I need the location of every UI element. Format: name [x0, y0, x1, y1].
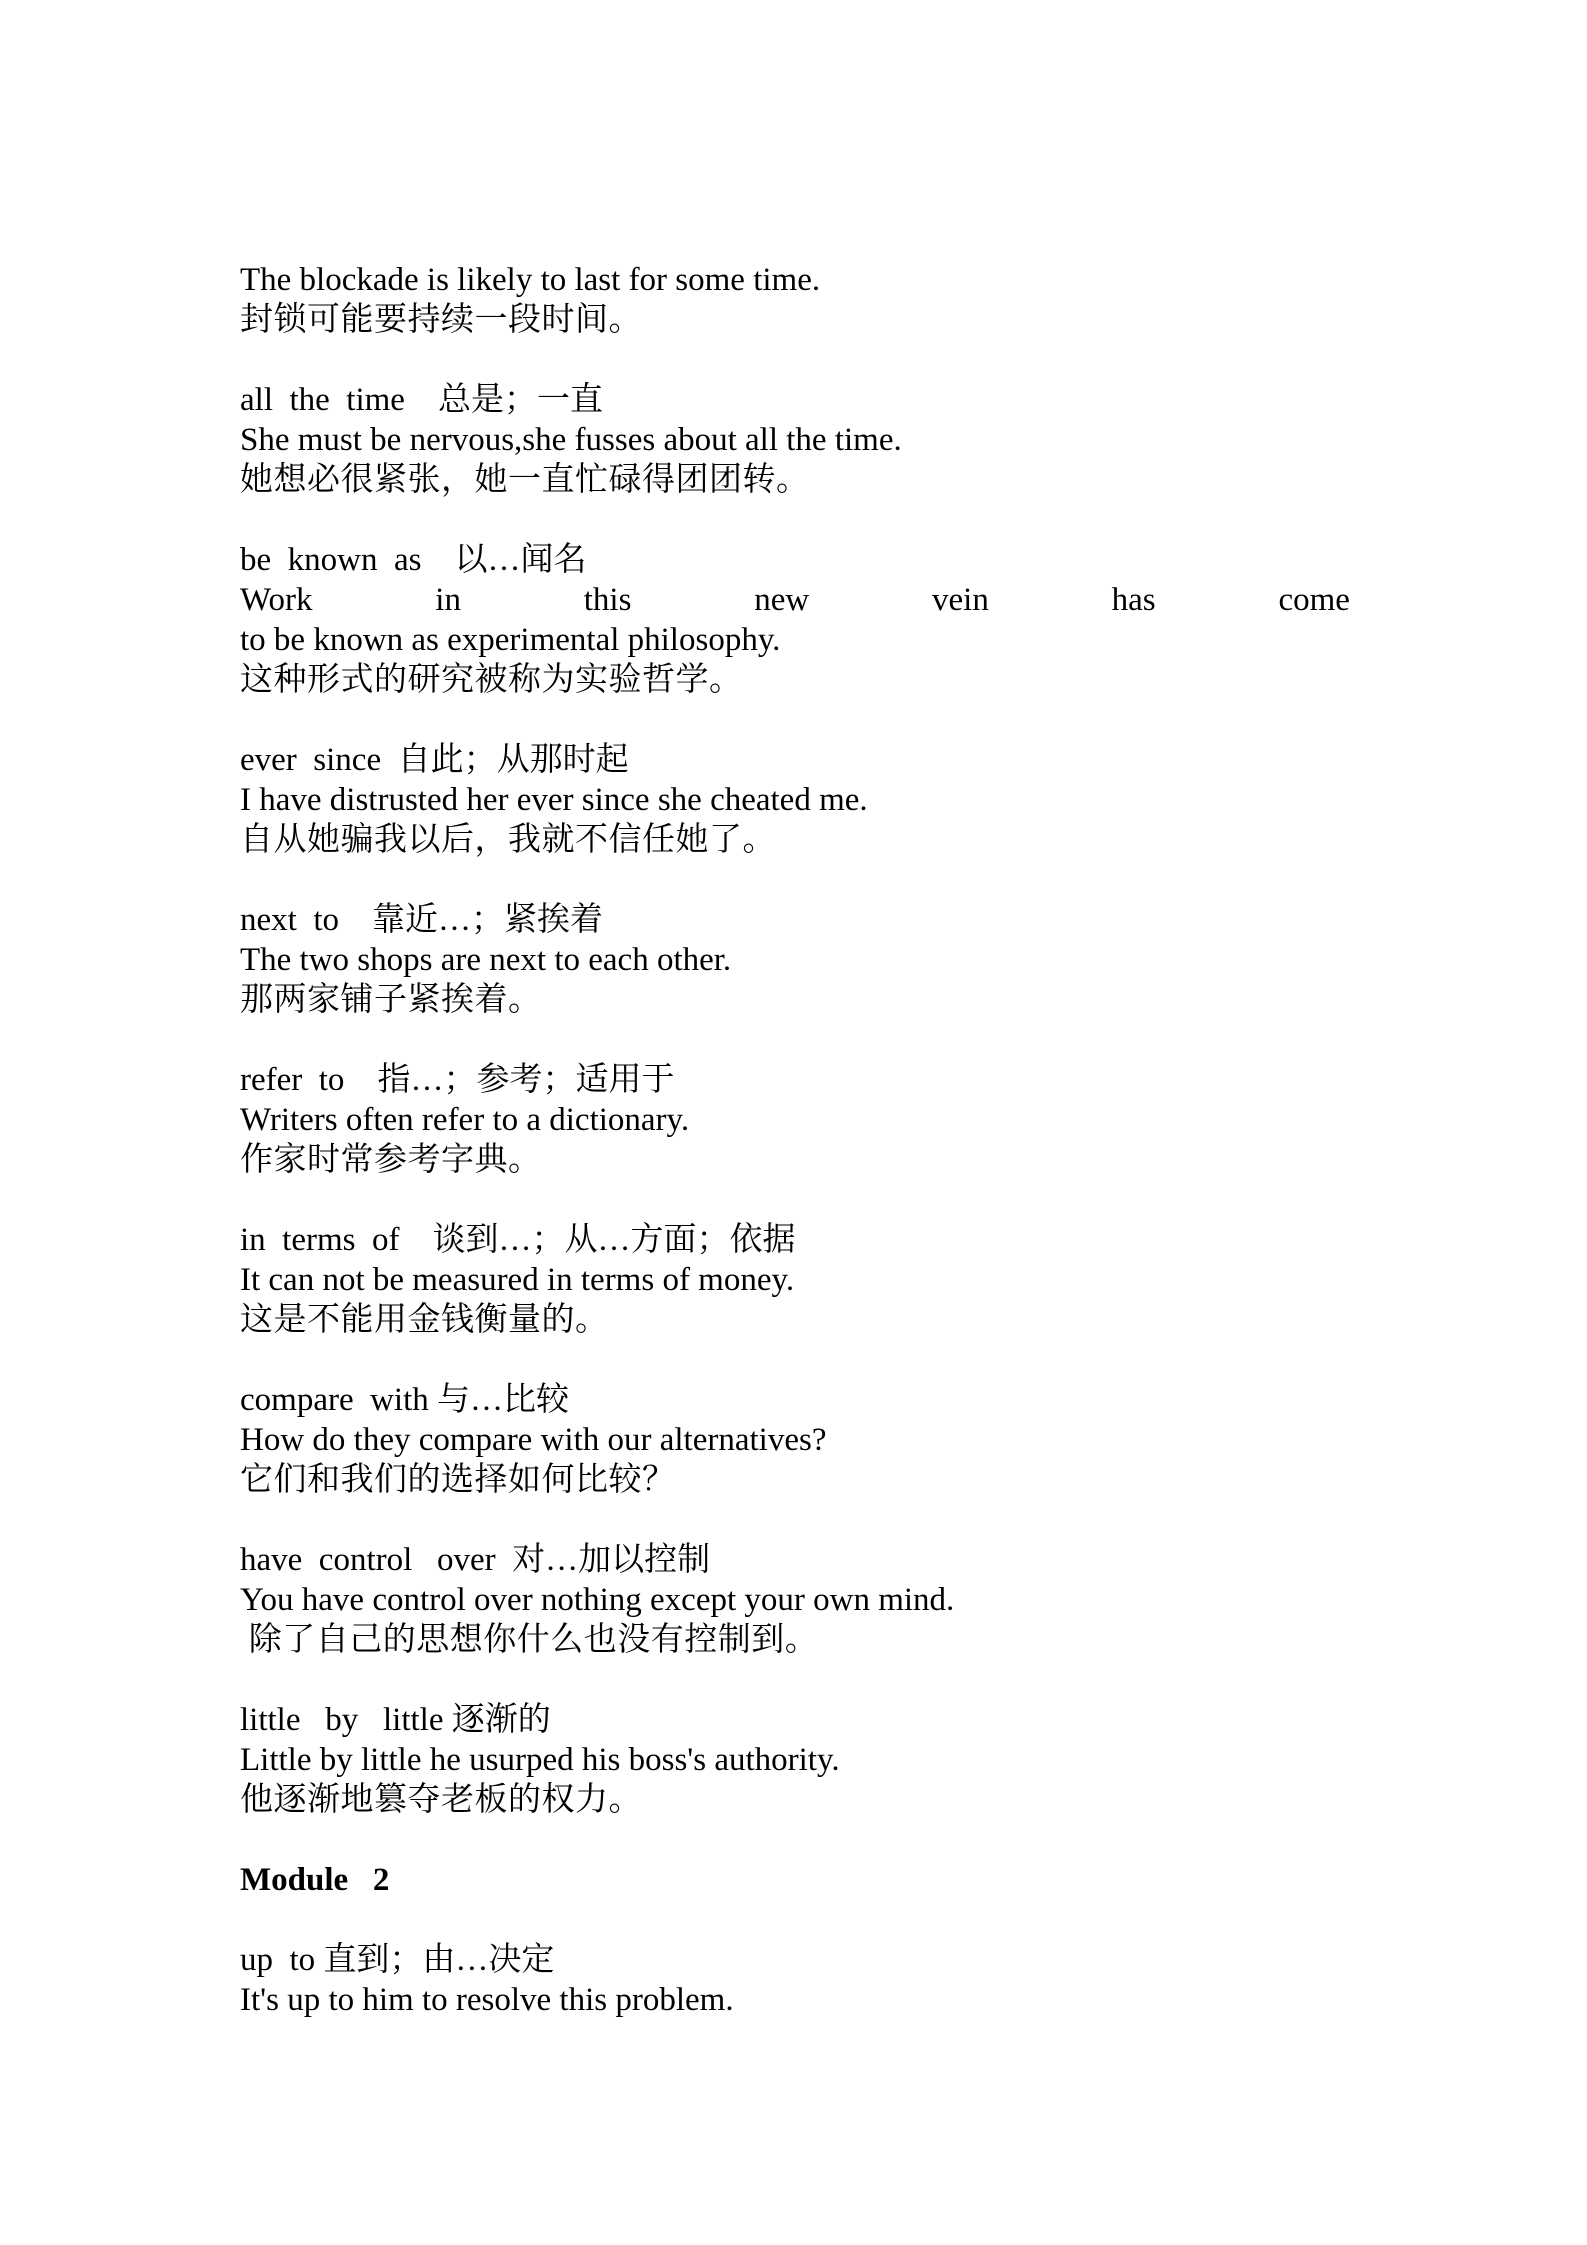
example-word: new [754, 582, 810, 618]
phrase-term: little by little [240, 1702, 452, 1738]
example-sentence: Little by little he usurped his boss's authority. [240, 1742, 840, 1778]
phrase-line [240, 1060, 1350, 1100]
phrase-term: all the time [240, 382, 422, 418]
phrase-line [240, 1940, 1350, 1980]
phrase-gloss: 总是；一直 [421, 382, 603, 418]
example-sentence: You have control over nothing except your own mind. [240, 1582, 955, 1618]
example-word: has [1111, 582, 1156, 618]
translation: 除了自己的思想你什么也没有控制到。 [240, 1622, 819, 1658]
phrase-term: refer to [240, 1062, 361, 1098]
section-heading: Module 2 [240, 1862, 390, 1898]
example-sentence: The two shops are next to each other. [240, 942, 732, 978]
phrase-gloss: 靠近…；紧挨着 [355, 902, 603, 938]
example-sentence: I have distrusted her ever since she cheated me. [240, 782, 868, 818]
phrase-term: up to [240, 1942, 324, 1978]
example-sentence-justified [240, 580, 1350, 620]
example-sentence: How do they compare with our alternatives? [240, 1422, 827, 1458]
example-word: in [435, 582, 461, 618]
vocab-entry-up-to [240, 1940, 1350, 2020]
vocab-entry-little-by-little [240, 1700, 1350, 1820]
vocab-entry-next-to [240, 900, 1350, 1020]
translation: 它们和我们的选择如何比较？ [240, 1462, 676, 1498]
example-word: this [583, 582, 632, 618]
example-sentence: The blockade is likely to last for some time. [240, 262, 821, 298]
example-sentence: It can not be measured in terms of money. [240, 1262, 795, 1298]
example-word: vein [932, 582, 989, 618]
phrase-gloss: 谈到…；从…方面；依据 [415, 1222, 796, 1258]
example-sentence-continued: to be known as experimental philosophy. [240, 622, 781, 658]
phrase-gloss: 对…加以控制 [503, 1542, 711, 1578]
vocab-entry-refer-to [240, 1060, 1350, 1180]
example-sentence: She must be nervous,she fusses about all the time. [240, 422, 902, 458]
phrase-term: be known as [240, 542, 438, 578]
phrase-term: next to [240, 902, 356, 938]
phrase-line [240, 1220, 1350, 1260]
example-word: Work [240, 582, 313, 618]
translation: 那两家铺子紧挨着。 [240, 982, 542, 1018]
vocab-entry-in-terms-of [240, 1220, 1350, 1340]
phrase-term: in terms of [240, 1222, 416, 1258]
phrase-gloss: 指…；参考；适用于 [360, 1062, 675, 1098]
vocab-entry-ever-since [240, 740, 1350, 860]
translation: 她想必很紧张，她一直忙碌得团团转。 [240, 462, 810, 498]
translation: 作家时常参考字典。 [240, 1142, 542, 1178]
phrase-term: have control over [240, 1542, 504, 1578]
vocab-entry-be-known-as [240, 540, 1350, 700]
translation: 他逐渐地篡夺老板的权力。 [240, 1782, 642, 1818]
intro-entry [240, 260, 1350, 340]
vocab-entry-have-control-over [240, 1540, 1350, 1660]
phrase-line [240, 380, 1350, 420]
phrase-gloss: 以…闻名 [437, 542, 587, 578]
translation: 封锁可能要持续一段时间。 [240, 302, 642, 338]
example-sentence: It's up to him to resolve this problem. [240, 1982, 734, 2018]
phrase-line [240, 1700, 1350, 1740]
example-sentence: Writers often refer to a dictionary. [240, 1102, 690, 1138]
phrase-gloss: 自此；从那时起 [397, 742, 629, 778]
phrase-gloss: 与…比较 [437, 1382, 570, 1418]
vocab-entry-compare-with [240, 1380, 1350, 1500]
example-word: come [1278, 582, 1350, 618]
translation: 自从她骗我以后，我就不信任她了。 [240, 822, 776, 858]
phrase-line [240, 540, 1350, 580]
phrase-line [240, 740, 1350, 780]
phrase-term: compare with [240, 1382, 438, 1418]
phrase-term: ever since [240, 742, 398, 778]
phrase-gloss: 逐渐的 [451, 1702, 551, 1738]
document-page [240, 260, 1350, 2060]
phrase-gloss: 直到；由…决定 [323, 1942, 555, 1978]
vocab-entry-all-the-time [240, 380, 1350, 500]
translation: 这是不能用金钱衡量的。 [240, 1302, 609, 1338]
phrase-line [240, 900, 1350, 940]
phrase-line [240, 1540, 1350, 1580]
translation: 这种形式的研究被称为实验哲学。 [240, 662, 743, 698]
phrase-line [240, 1380, 1350, 1420]
